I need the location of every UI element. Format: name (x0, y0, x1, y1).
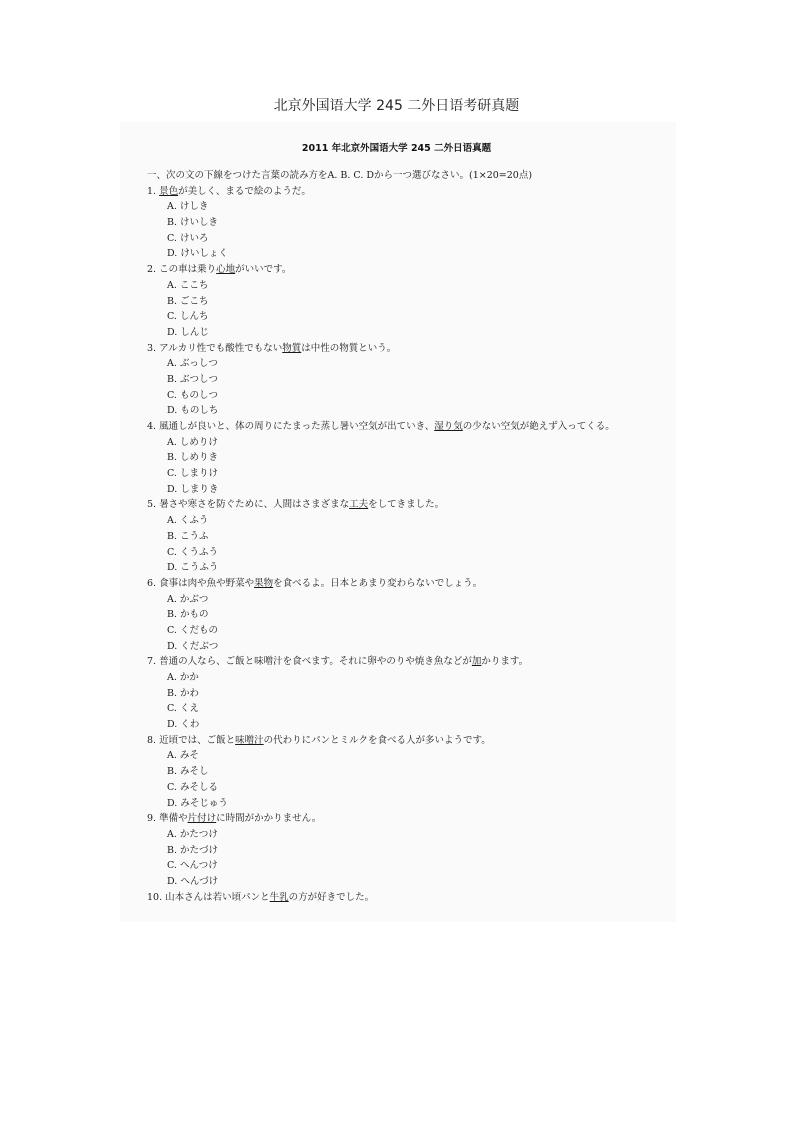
option-letter: A. (167, 279, 177, 291)
answer-option (147, 560, 667, 576)
option-text: しんじ (180, 326, 209, 338)
question-underlined-word: 加 (471, 656, 482, 668)
question-text: の少ない空気が絶えず入ってくる。 (462, 421, 615, 432)
option-letter: D. (167, 562, 178, 574)
option-text: くえ (179, 703, 199, 715)
option-text: かわ (180, 687, 200, 699)
question-number: 3. (147, 342, 157, 354)
option-text: くわ (180, 719, 200, 731)
option-letter: B. (167, 687, 178, 699)
answer-option (147, 796, 667, 812)
option-letter: A. (167, 358, 177, 370)
option-letter: A. (167, 201, 177, 213)
question-text: が美しく、まるで絵のようだ。 (178, 185, 311, 197)
option-text: かたつけ (179, 828, 218, 840)
question-underlined-word: 物質 (282, 342, 302, 354)
question-underlined-word: 牛乳 (269, 891, 289, 903)
question-text: を食べるよ。日本とあまり変わらないでしょう。 (273, 577, 483, 589)
question-underlined-word: 景色 (159, 185, 179, 197)
option-text: ぶつしつ (180, 373, 219, 385)
option-letter: B. (167, 452, 178, 464)
option-letter: D. (167, 405, 178, 417)
option-text: しめりけ (179, 436, 218, 448)
question-7 (147, 654, 667, 670)
question-underlined-word: 果物 (254, 577, 274, 589)
question-1 (147, 184, 667, 200)
option-text: かたづけ (180, 844, 219, 856)
option-text: ものしつ (179, 389, 218, 401)
option-letter: B. (167, 609, 178, 621)
option-letter: C. (167, 624, 177, 636)
question-text: かります。 (481, 656, 529, 668)
answer-option (147, 874, 667, 890)
question-number: 4. (147, 421, 157, 432)
option-text: しんち (179, 311, 209, 323)
option-text: こうふう (180, 562, 219, 574)
question-number: 8. (147, 734, 157, 746)
option-letter: A. (167, 672, 177, 683)
option-text: けしき (179, 201, 209, 213)
question-number: 1. (147, 185, 157, 197)
section-instruction: 一、次の文の下線をつけた言葉の読み方をA. B. C. Dから一つ選びなさい。(1×20=20点) (147, 170, 533, 181)
question-text: の方が好きでした。 (288, 891, 375, 903)
option-text: けいしき (180, 217, 219, 229)
answer-option (147, 466, 667, 482)
answer-option (147, 607, 667, 623)
answer-option (147, 764, 667, 780)
option-letter: A. (167, 828, 177, 840)
question-number: 2. (147, 264, 157, 276)
option-text: へんつけ (179, 860, 218, 872)
answer-option (147, 435, 667, 451)
option-text: ここち (179, 279, 209, 291)
question-list (147, 184, 667, 906)
question-text: 暑さや寒さを防ぐために、人間はさまざまな (159, 499, 350, 511)
question-text: 山本さんは若い頃パンと (165, 891, 270, 903)
question-underlined-word: 心地 (216, 264, 236, 276)
question-text: の代わりにパンとミルクを食べる人が多いようです。 (263, 734, 491, 746)
option-text: かもの (180, 609, 209, 621)
answer-option (147, 372, 667, 388)
option-letter: D. (167, 797, 178, 809)
option-text: かぶつ (179, 593, 209, 605)
answer-option (147, 858, 667, 874)
option-letter: C. (167, 546, 177, 558)
question-text: は中性の物質という。 (301, 342, 397, 354)
option-text: ぶっしつ (179, 358, 218, 370)
answer-option (147, 231, 667, 247)
answer-option (147, 843, 667, 859)
question-text: 食事は肉や魚や野菜や (159, 577, 255, 589)
option-text: しめりき (180, 452, 219, 464)
question-text: 普通の人なら、ご飯と味噌汁を食べます。それに卵やのりや焼き魚などが (159, 656, 472, 668)
answer-option (147, 780, 667, 796)
option-text: かか (179, 672, 199, 683)
option-letter: B. (167, 295, 178, 307)
option-letter: C. (167, 703, 177, 715)
answer-option (147, 294, 667, 310)
answer-option (147, 717, 667, 733)
option-letter: B. (167, 766, 178, 778)
option-letter: B. (167, 844, 178, 856)
question-5 (147, 497, 667, 513)
option-letter: A. (167, 436, 177, 448)
question-text: がいいです。 (235, 264, 292, 276)
option-letter: D. (167, 875, 178, 887)
question-number: 5. (147, 499, 157, 511)
question-text: アルカリ性でも酸性でもない (159, 342, 283, 354)
option-letter: C. (167, 860, 177, 872)
option-letter: C. (167, 781, 177, 793)
option-text: しまりけ (179, 468, 218, 480)
question-underlined-word: 片付け (187, 813, 217, 825)
question-text: をしてきました。 (368, 499, 445, 511)
answer-option (147, 482, 667, 498)
answer-option (147, 670, 667, 686)
answer-option (147, 356, 667, 372)
question-number: 7. (147, 656, 157, 668)
option-letter: A. (167, 750, 177, 762)
option-text: くだもの (179, 624, 218, 636)
answer-option (147, 199, 667, 215)
question-underlined-word: 湿り気 (434, 421, 463, 432)
option-letter: D. (167, 719, 178, 731)
answer-option (147, 309, 667, 325)
answer-option (147, 388, 667, 404)
question-6 (147, 576, 667, 592)
option-letter: D. (167, 483, 178, 495)
question-8 (147, 733, 667, 749)
option-letter: D. (167, 640, 178, 652)
question-9 (147, 811, 667, 827)
answer-option (147, 325, 667, 341)
option-letter: C. (167, 311, 177, 323)
question-3 (147, 341, 667, 357)
option-text: けいろ (179, 232, 209, 244)
option-letter: C. (167, 389, 177, 401)
page-header-title: 北京外国语大学 245 二外日语考研真题 (273, 98, 520, 114)
answer-option (147, 278, 667, 294)
option-text: みそし (180, 766, 209, 778)
answer-option (147, 513, 667, 529)
answer-option (147, 623, 667, 639)
option-letter: B. (167, 530, 178, 542)
question-text: この車は乗り (159, 264, 217, 276)
option-letter: A. (167, 593, 177, 605)
option-text: こうふ (180, 530, 209, 542)
option-text: みそじゅう (180, 797, 228, 809)
option-text: くふう (179, 515, 209, 527)
option-letter: A. (167, 515, 177, 527)
option-letter: D. (167, 248, 178, 260)
option-text: みそしる (179, 781, 218, 793)
answer-option (147, 701, 667, 717)
answer-option (147, 686, 667, 702)
answer-option (147, 592, 667, 608)
answer-option (147, 827, 667, 843)
question-number: 10. (147, 891, 163, 903)
question-underlined-word: 工夫 (349, 499, 369, 511)
question-10 (147, 890, 667, 906)
question-underlined-word: 味噌汁 (235, 734, 264, 746)
question-2 (147, 262, 667, 278)
question-number: 6. (147, 577, 157, 589)
question-text: に時間がかかりません。 (216, 813, 322, 825)
option-text: へんづけ (180, 875, 219, 887)
question-number: 9. (147, 813, 157, 825)
option-letter: C. (167, 468, 177, 480)
option-letter: B. (167, 217, 178, 229)
option-text: ごこち (180, 295, 209, 307)
option-letter: C. (167, 232, 177, 244)
answer-option (147, 450, 667, 466)
option-text: けいしょく (180, 248, 228, 260)
option-text: ものしち (180, 405, 219, 417)
answer-option (147, 639, 667, 655)
option-letter: B. (167, 373, 178, 385)
option-text: みそ (179, 750, 199, 762)
exam-title: 2011 年北京外国语大学 245 二外日语真题 (301, 143, 492, 154)
option-text: くうふう (179, 546, 218, 558)
question-text: 準備や (159, 813, 188, 825)
exam-content (147, 168, 667, 905)
answer-option (147, 529, 667, 545)
question-text: 風通しが良いと、体の周りにたまった蒸し暑い空気が出ていき、 (159, 421, 435, 432)
question-4 (147, 419, 667, 435)
answer-option (147, 545, 667, 561)
option-letter: D. (167, 326, 178, 338)
answer-option (147, 246, 667, 262)
option-text: しまりき (180, 483, 219, 495)
option-text: くだぶつ (180, 640, 219, 652)
answer-option (147, 403, 667, 419)
question-text: 近頃では、ご飯と (159, 734, 236, 746)
answer-option (147, 215, 667, 231)
answer-option (147, 748, 667, 764)
